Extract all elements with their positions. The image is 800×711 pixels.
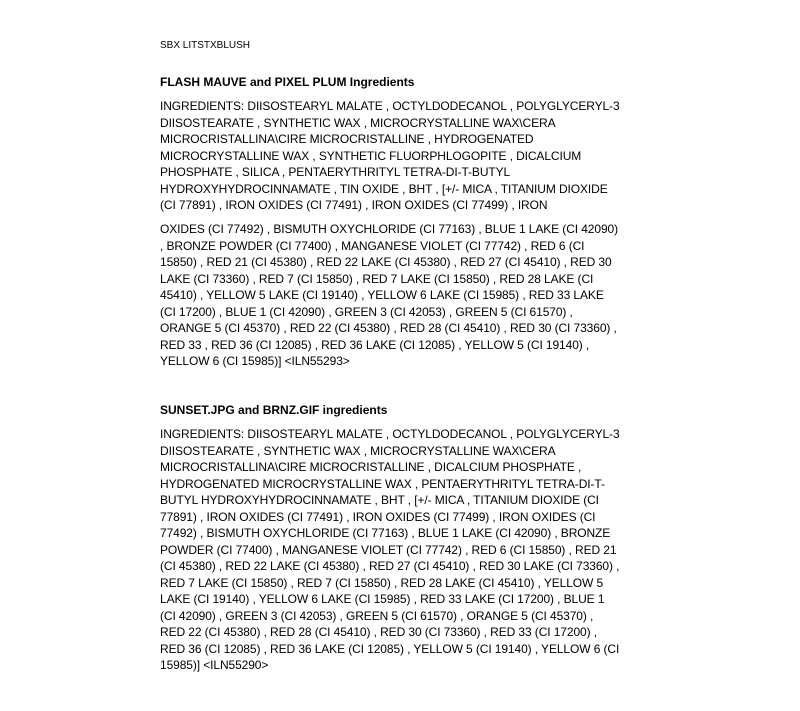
paragraph-line: 15850) , RED 21 (CI 45380) , RED 22 LAKE (CI 45380) , RED 27 (CI 45410) , RED 30	[160, 255, 612, 269]
paragraph-line: DIISOSTEARATE , SYNTHETIC WAX , MICROCRYSTALLINE WAX\CERA	[160, 115, 556, 130]
section-heading-sunset-brnz: SUNSET.JPG and BRNZ.GIF ingredients	[160, 403, 388, 417]
paragraph-line: (CI 77891) , IRON OXIDES (CI 77491) , IRON OXIDES (CI 77499) , IRON	[160, 198, 548, 212]
paragraph-line: HYDROGENATED MICROCRYSTALLINE WAX , PENTAERYTHRITYL TETRA-DI-T-	[160, 476, 605, 491]
paragraph-line: INGREDIENTS: DIISOSTEARYL MALATE , OCTYLDODECANOL , POLYGLYCERYL-3	[160, 427, 620, 441]
paragraph-line: (CI 17200) , BLUE 1 (CI 42090) , GREEN 3 (CI 42053) , GREEN 5 (CI 61570) ,	[160, 304, 573, 319]
paragraph-line: 45410) , YELLOW 5 LAKE (CI 19140) , YELLOW 6 LAKE (CI 15985) , RED 33 LAKE	[160, 288, 604, 302]
ingredients-paragraph	[160, 426, 650, 674]
document-code: SBX LITSTXBLUSH	[160, 40, 251, 51]
paragraph-line: 15985)] <ILN55290>	[160, 658, 269, 672]
paragraph-line: MICROCRISTALLINA\CIRE MICROCRISTALLINE , HYDROGENATED	[160, 132, 534, 146]
paragraph-line: MICROCRISTALLINA\CIRE MICROCRISTALLINE , DICALCIUM PHOSPHATE ,	[160, 460, 582, 474]
paragraph-line: RED 7 LAKE (CI 15850) , RED 7 (CI 15850) , RED 28 LAKE (CI 45410) , YELLOW 5	[160, 575, 604, 590]
paragraph-line: BUTYL HYDROXYHYDROCINNAMATE , BHT , [+/- MICA , TITANIUM DIOXIDE (CI	[160, 493, 599, 507]
paragraph-line: MICROCRYSTALLINE WAX , SYNTHETIC FLUORPHLOGOPITE , DICALCIUM	[160, 148, 582, 163]
section-heading-flash-mauve-pixel-plum: FLASH MAUVE and PIXEL PLUM Ingredients	[160, 75, 415, 89]
paragraph-line: HYDROXYHYDROCINNAMATE , TIN OXIDE , BHT , [+/- MICA , TITANIUM DIOXIDE	[160, 181, 608, 196]
paragraph-line: DIISOSTEARATE , SYNTHETIC WAX , MICROCRYSTALLINE WAX\CERA	[160, 443, 556, 458]
paragraph-line: 77891) , IRON OXIDES (CI 77491) , IRON OXIDES (CI 77499) , IRON OXIDES (CI	[160, 509, 596, 524]
paragraph-line: INGREDIENTS: DIISOSTEARYL MALATE , OCTYLDODECANOL , POLYGLYCERYL-3	[160, 99, 620, 113]
ingredients-paragraph-continued	[160, 221, 650, 370]
paragraph-line: , BRONZE POWDER (CI 77400) , MANGANESE VIOLET (CI 77742) , RED 6 (CI	[160, 238, 585, 253]
paragraph-line: 77492) , BISMUTH OXYCHLORIDE (CI 77163) , BLUE 1 LAKE (CI 42090) , BRONZE	[160, 526, 611, 540]
paragraph-line: PHOSPHATE , SILICA , PENTAERYTHRITYL TETRA-DI-T-BUTYL	[160, 165, 511, 179]
paragraph-line: POWDER (CI 77400) , MANGANESE VIOLET (CI 77742) , RED 6 (CI 15850) , RED 21	[160, 542, 617, 557]
ingredients-paragraph	[160, 98, 650, 214]
paragraph-line: RED 33 , RED 36 (CI 12085) , RED 36 LAKE (CI 12085) , YELLOW 5 (CI 19140) ,	[160, 337, 590, 352]
paragraph-line: YELLOW 6 (CI 15985)] <ILN55293>	[160, 354, 350, 368]
paragraph-line: (CI 45380) , RED 22 LAKE (CI 45380) , RED 27 (CI 45410) , RED 30 LAKE (CI 73360) ,	[160, 559, 620, 573]
paragraph-line: LAKE (CI 19140) , YELLOW 6 LAKE (CI 15985) , RED 33 LAKE (CI 17200) , BLUE 1	[160, 592, 605, 606]
paragraph-line: RED 36 (CI 12085) , RED 36 LAKE (CI 12085) , YELLOW 5 (CI 19140) , YELLOW 6 (CI	[160, 641, 620, 656]
paragraph-line: (CI 42090) , GREEN 3 (CI 42053) , GREEN 5 (CI 61570) , ORANGE 5 (CI 45370) ,	[160, 608, 594, 623]
paragraph-line: ORANGE 5 (CI 45370) , RED 22 (CI 45380) , RED 28 (CI 45410) , RED 30 (CI 73360) ,	[160, 321, 617, 335]
paragraph-line: LAKE (CI 73360) , RED 7 (CI 15850) , RED 7 LAKE (CI 15850) , RED 28 LAKE (CI	[160, 271, 594, 286]
paragraph-line: OXIDES (CI 77492) , BISMUTH OXYCHLORIDE (CI 77163) , BLUE 1 LAKE (CI 42090)	[160, 222, 618, 236]
paragraph-line: RED 22 (CI 45380) , RED 28 (CI 45410) , RED 30 (CI 73360) , RED 33 (CI 17200) ,	[160, 625, 597, 639]
